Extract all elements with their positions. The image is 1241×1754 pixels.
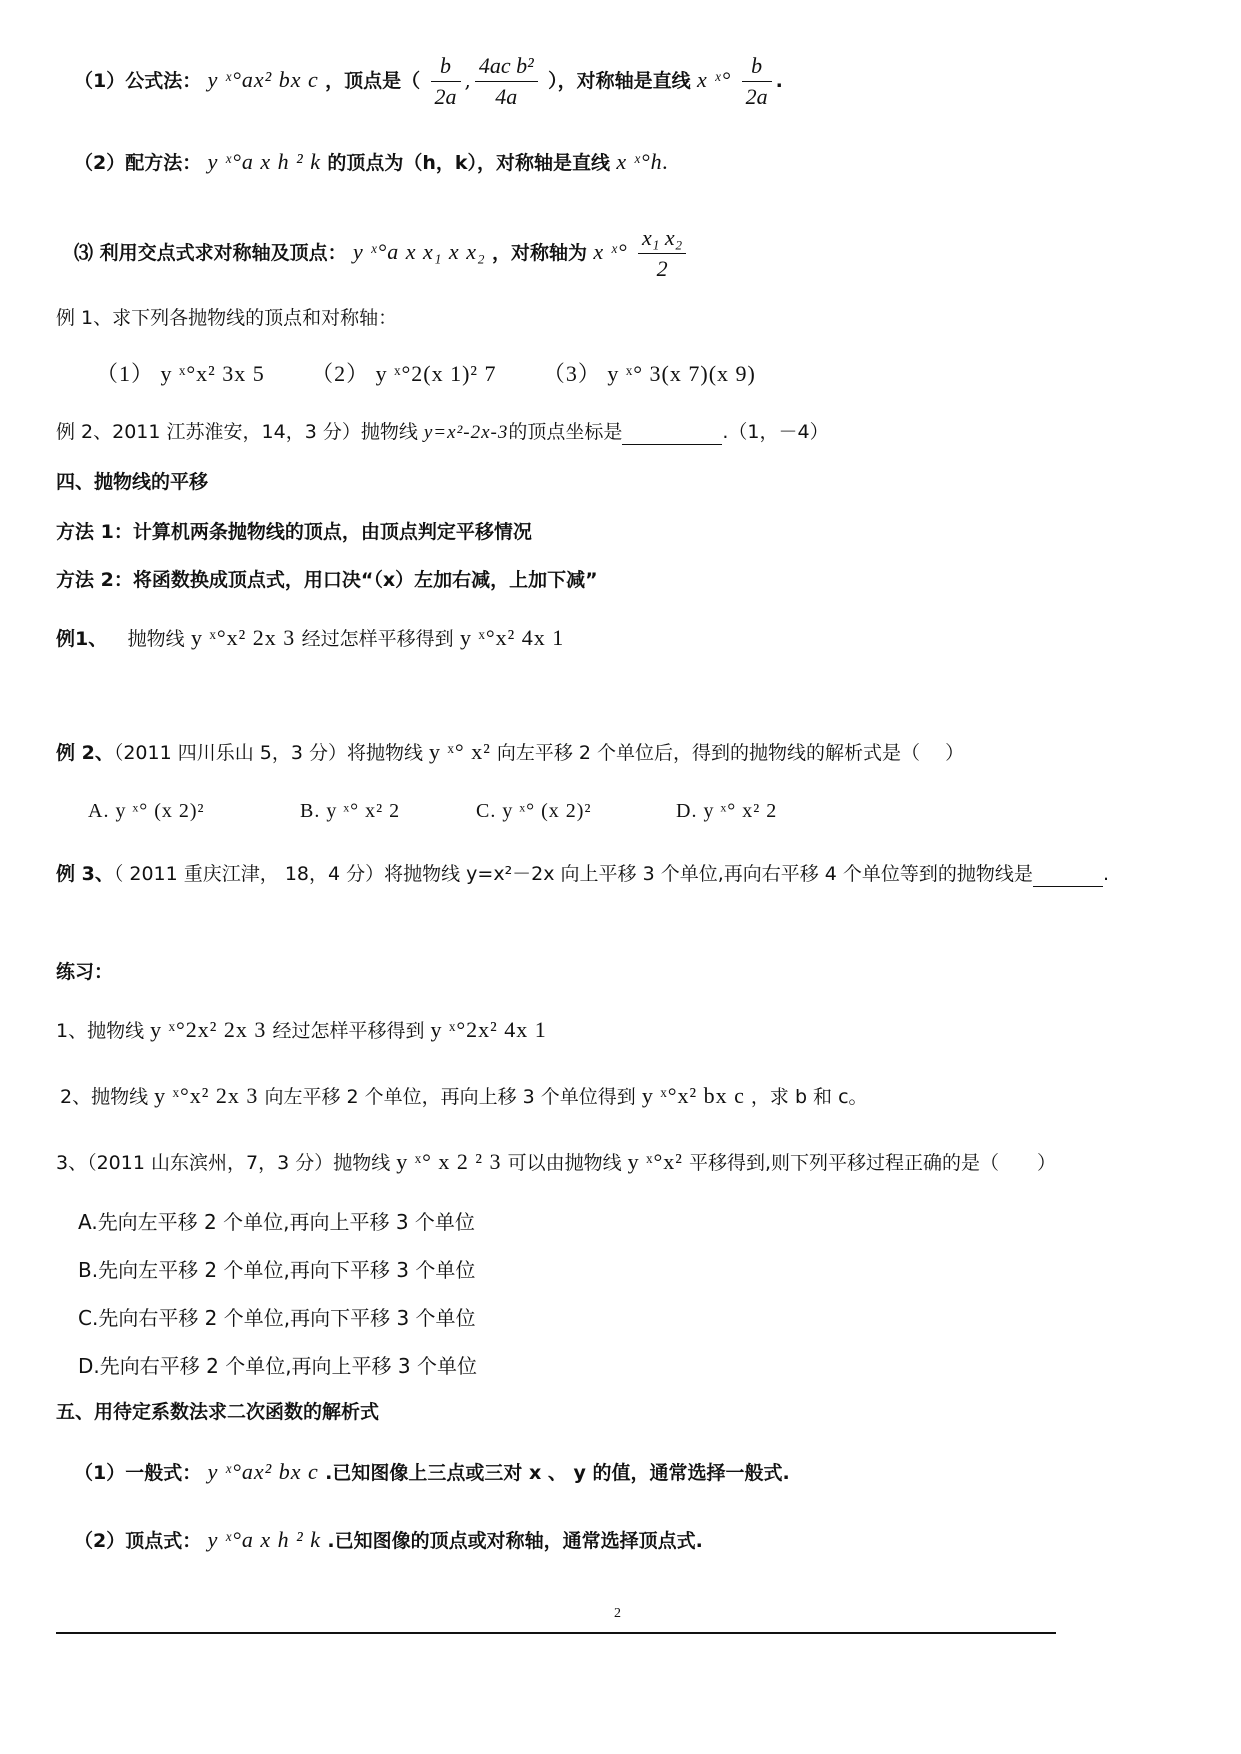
formula-2-equation: y ˣ°a x h ² k	[207, 149, 321, 174]
shift-example-2-option-c: C. y ˣ° (x 2)²	[476, 800, 592, 822]
example-2-line	[56, 420, 829, 445]
practice-3: 3、（2011 山东滨州，7，3 分）抛物线 y ˣ° x 2 ² 3 可以由抛物线 y ˣ°x² 平移得到,则下列平移过程正确的是（ ）	[56, 1149, 1056, 1174]
shift-example-3: 例 3、（ 2011 重庆江津， 18，4 分）将抛物线 y=x²－2x 向上平移 3 个单位,再向右平移 4 个单位等到的抛物线是 .	[56, 863, 1109, 885]
practice-1: 1、抛物线 y ˣ°2x² 2x 3 经过怎样平移得到 y ˣ°2x² 4x 1	[56, 1017, 547, 1042]
shift-example-2-option-b: B. y ˣ° x² 2	[300, 800, 401, 822]
footer-rule	[56, 1632, 1056, 1634]
practice-3-option-b: B.先向左平移 2 个单位,再向下平移 3 个单位	[78, 1258, 476, 1282]
formula-1-axis-x: x ˣ°	[696, 67, 732, 92]
formula-3-label: ⑶ 利用交点式求对称轴及顶点：	[74, 242, 347, 264]
shift-example-2-option-d: D. y ˣ° x² 2	[676, 800, 778, 822]
answer-blank	[1033, 862, 1103, 887]
intercept-axis-fraction: $\frac{\text{x₁ x₂}}{2}$	[638, 223, 686, 284]
section-5-heading: 五、用待定系数法求二次函数的解析式	[56, 1401, 380, 1423]
shift-example-1-label: 例1、	[56, 628, 108, 650]
vertex-x-fraction: $\frac{b}{2a}$	[431, 51, 461, 112]
formula-1-line: （1）公式法： y ˣ°ax² bx c ，顶点是（ $\frac{b}{2a}$ , $\frac{\text{4ac b²}}{4a}$ ），对称轴是直线 x ˣ° $\frac{b}{2a}$ .	[74, 50, 783, 112]
axis-fraction: $\frac{b}{2a}$	[742, 51, 772, 112]
vertex-form-line: （2）顶点式： y ˣ°a x h ² k .已知图像的顶点或对称轴，通常选择顶点式.	[74, 1527, 703, 1552]
vertex-y-fraction: $\frac{\text{4ac b²}}{4a}$	[475, 51, 538, 112]
practice-3-option-c: C.先向右平移 2 个单位,再向下平移 3 个单位	[78, 1306, 476, 1330]
formula-1-axis-label: ），对称轴是直线	[548, 70, 691, 92]
formula-2-label: （2）配方法：	[74, 152, 202, 174]
formula-3-line	[74, 222, 690, 284]
formula-2-line	[74, 150, 669, 175]
practice-3-option-a: A.先向左平移 2 个单位,再向上平移 3 个单位	[78, 1210, 475, 1234]
formula-3-axis-label: ，对称轴为	[491, 242, 587, 264]
shift-example-2: 例 2、（2011 四川乐山 5，3 分）将抛物线 y ˣ° x² 向左平移 2 个单位后，得到的抛物线的解析式是（ ）	[56, 739, 965, 764]
example-2-prefix: 例 2、2011 江苏淮安，14，3 分）抛物线	[56, 421, 418, 443]
example-1-title: 例 1、求下列各抛物线的顶点和对称轴：	[56, 307, 398, 329]
answer-blank	[622, 420, 722, 445]
practice-heading: 练习：	[56, 961, 114, 983]
example-1-item: （2） y ˣ°2(x 1)² 7	[311, 361, 497, 386]
shift-example-1: 例1、 抛物线 y ˣ°x² 2x 3 经过怎样平移得到 y ˣ°x² 4x 1	[56, 625, 565, 650]
formula-1-equation: y ˣ°ax² bx c	[207, 67, 319, 92]
method-2: 方法 2：将函数换成顶点式，用口决“（x）左加右减，上加下减”	[56, 569, 598, 591]
method-1: 方法 1：计算机两条抛物线的顶点，由顶点判定平移情况	[56, 521, 532, 543]
formula-2-axis: x ˣ°h.	[616, 149, 670, 174]
formula-1-vertex-label: ，顶点是（	[325, 70, 421, 92]
general-form-line: （1）一般式： y ˣ°ax² bx c .已知图像上三点或三对 x 、 y 的值，通常选择一般式.	[74, 1459, 790, 1484]
formula-3-equation: y ˣ°a x x₁ x x₂	[352, 239, 486, 264]
practice-2: 2、抛物线 y ˣ°x² 2x 3 向左平移 2 个单位，再向上移 3 个单位得到 y ˣ°x² bx c ，求 b 和 c。	[60, 1083, 868, 1108]
example-2-answer: .（1，－4）	[722, 421, 829, 443]
page-number: 2	[614, 1606, 621, 1621]
example-2-equation: y=x²-2x-3	[423, 422, 509, 443]
formula-2-rest: 的顶点为（h，k），对称轴是直线	[327, 152, 611, 174]
section-4-heading: 四、抛物线的平移	[56, 471, 209, 493]
practice-3-option-d: D.先向右平移 2 个单位,再向上平移 3 个单位	[78, 1354, 477, 1378]
formula-1-label: （1）公式法：	[74, 70, 202, 92]
example-1-item: （1） y ˣ°x² 3x 5	[96, 361, 265, 386]
formula-3-axis-x: x ˣ°	[593, 239, 628, 264]
example-1-item: （3） y ˣ° 3(x 7)(x 9)	[542, 361, 756, 386]
example-2-suffix: 的顶点坐标是	[508, 421, 623, 443]
example-1-items	[96, 362, 756, 386]
shift-example-2-option-a: A. y ˣ° (x 2)²	[88, 800, 205, 822]
